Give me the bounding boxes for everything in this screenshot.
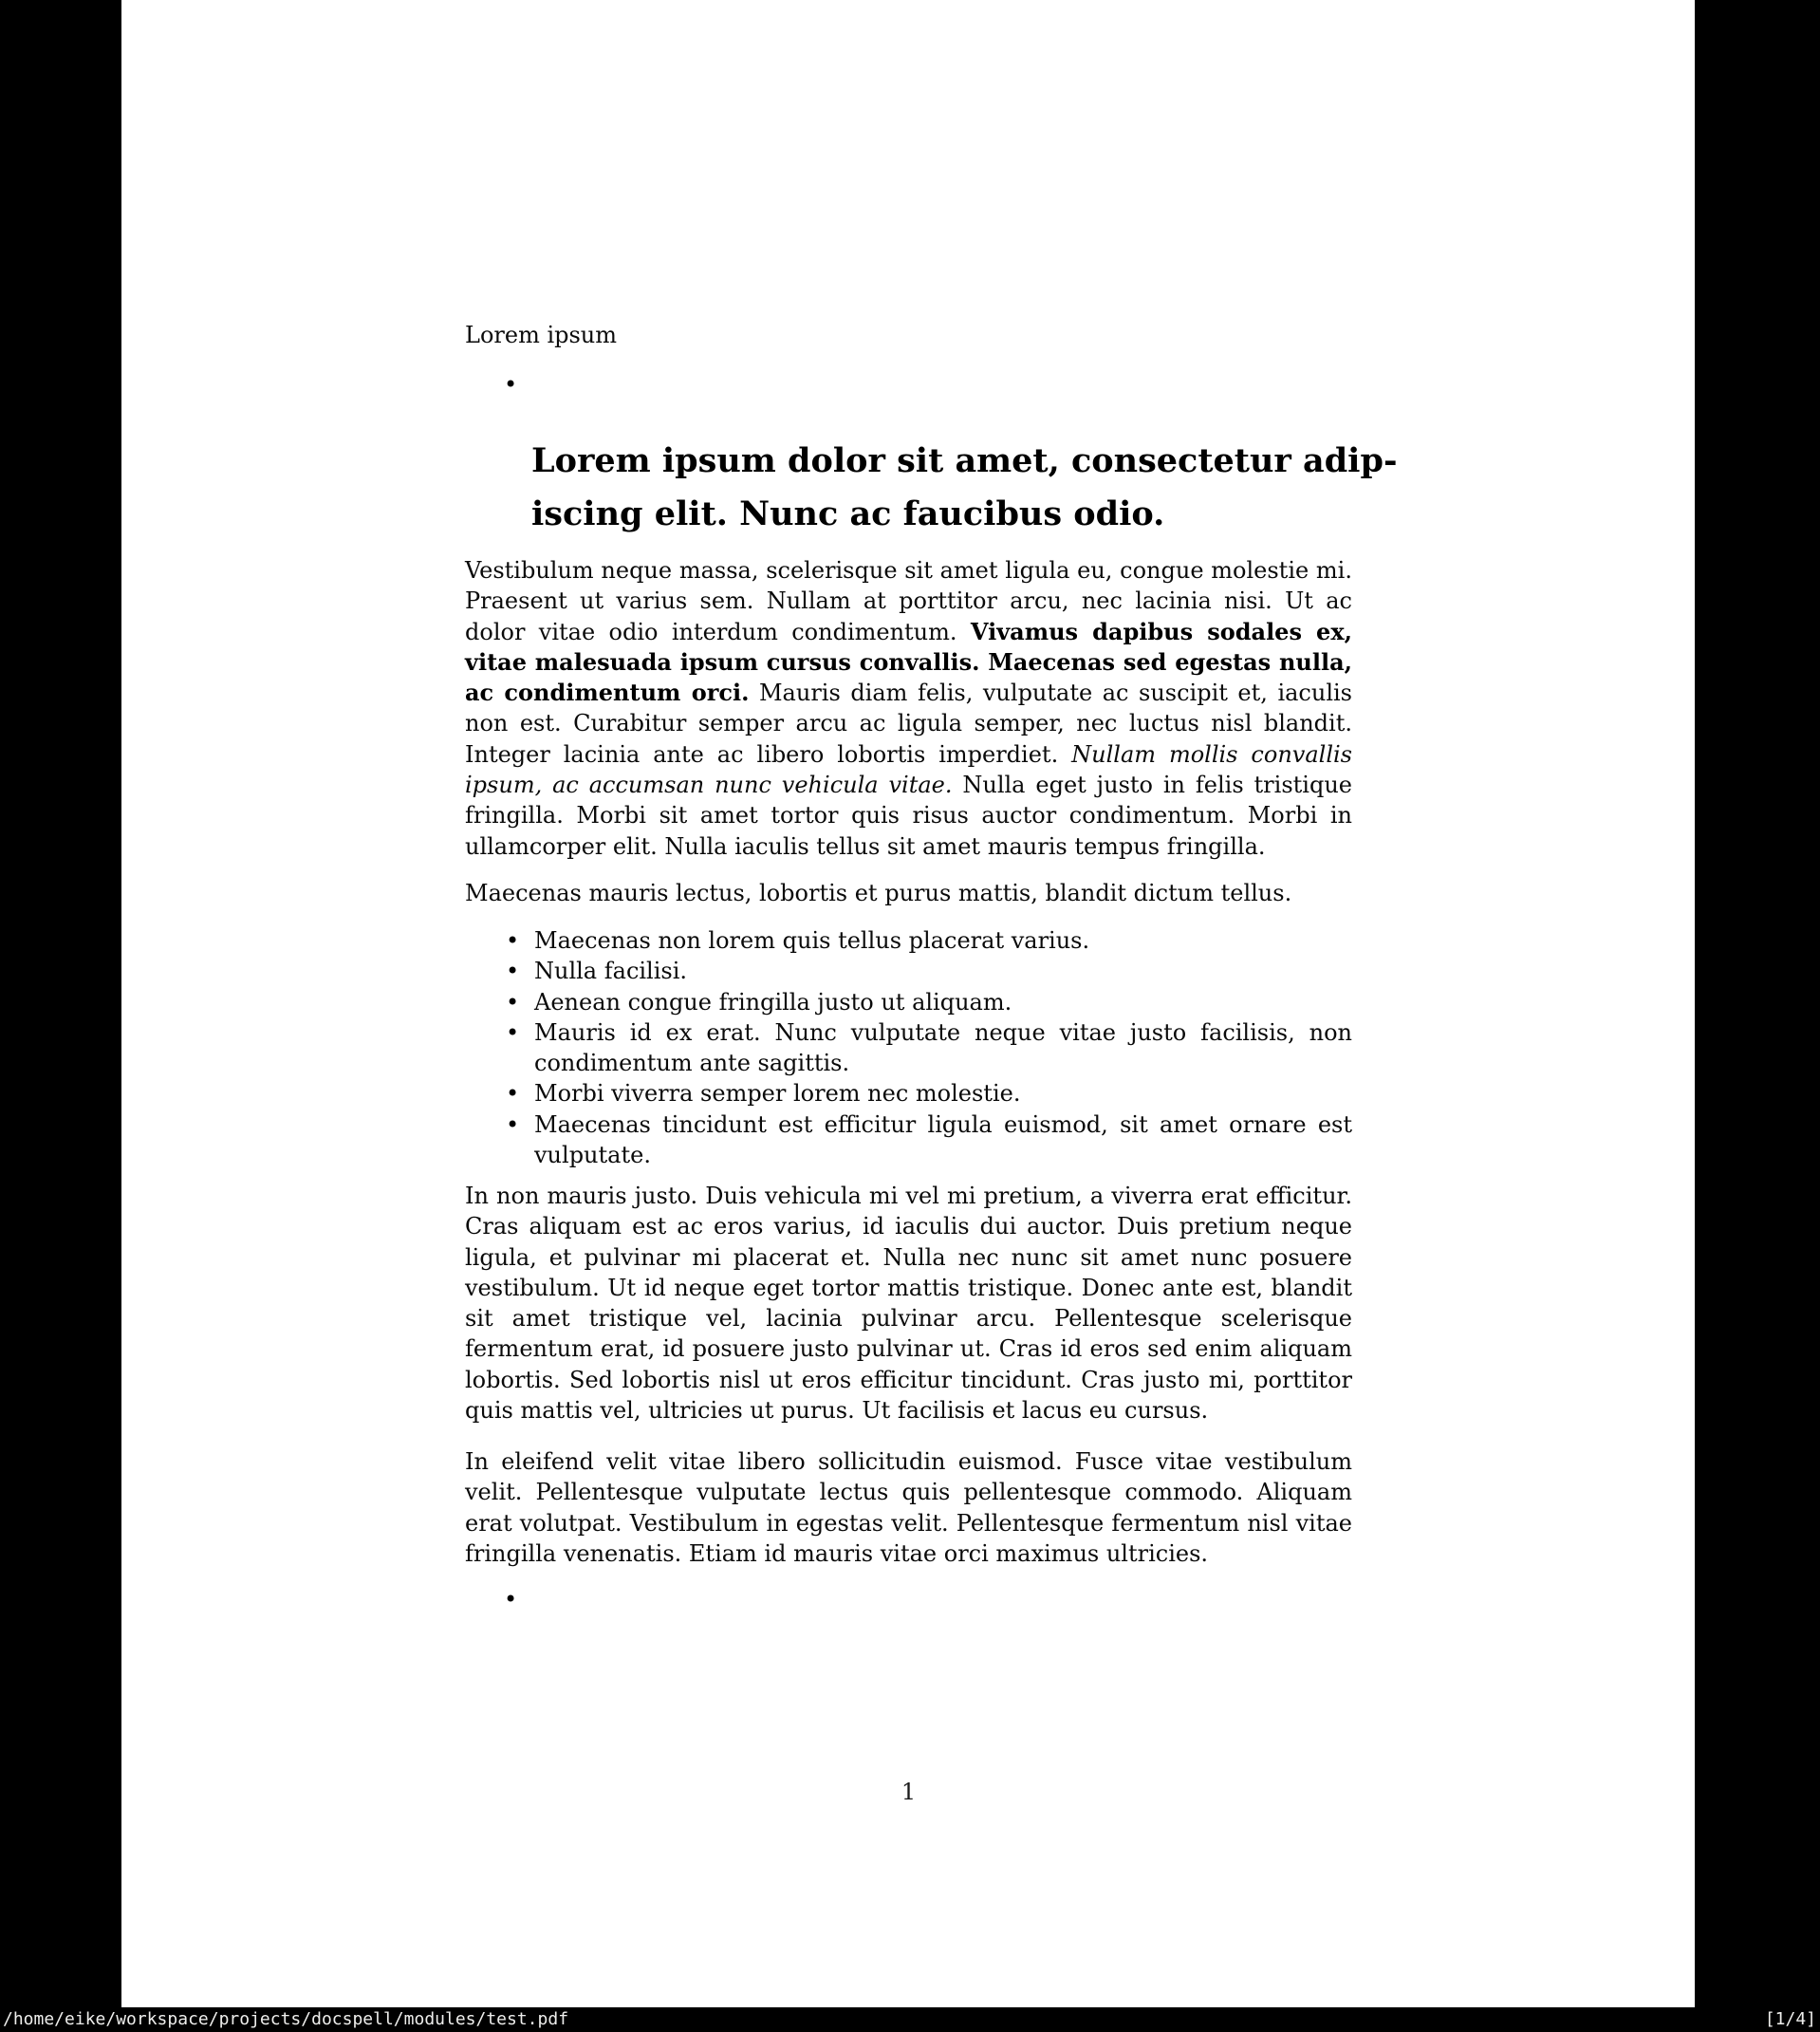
bullet-icon: •: [504, 371, 518, 398]
list-item-text: Maecenas non lorem quis tellus placerat varius.: [534, 927, 1090, 954]
section-heading-line2: iscing elit. Nunc ac faucibus odio.: [531, 494, 1165, 533]
list-item-text: Maecenas tincidunt est efficitur ligula euismod, sit amet ornare est vulputate.: [534, 1110, 1352, 1169]
list-item: [465, 1109, 1352, 1171]
list-item: [465, 925, 1352, 956]
paragraph-4: In eleifend velit vitae libero sollicitudin euismod. Fusce vitae vestibulum velit. Pellentesque vulputate lectus quis pellentesque commodo. Aliquam erat volutpat. Vestibulum in egestas velit. Pellentesque fermentum nisl vitae fringilla venenatis. Etiam id mauris vitae orci maximus ultricies.: [465, 1448, 1352, 1567]
pdf-page[interactable]: [121, 0, 1695, 2007]
list-item: [465, 1017, 1352, 1079]
bullet-icon: •: [506, 1080, 520, 1108]
list-item: [465, 956, 1352, 986]
paragraph-1: [465, 555, 1352, 862]
paragraph-1-run-normal-a: Vestibulum neque massa, scelerisque sit amet ligula eu, congue molestie mi. Praesent ut varius sem. Nullam at porttitor arcu, nec lacinia nisi. Ut ac dolor vitae odio interdum condimentum.: [465, 557, 1352, 645]
intro-text: Lorem ipsum: [465, 322, 618, 348]
list-item-text: Morbi viverra semper lorem nec molestie.: [534, 1080, 1021, 1108]
section-heading-line1: Lorem ipsum dolor sit amet, consectetur adip-: [531, 441, 1398, 480]
page-indicator: [1/4]: [1764, 2009, 1816, 2029]
bullet-icon: •: [506, 958, 520, 985]
bullet-icon: •: [506, 988, 520, 1016]
bullet-icon: •: [506, 1110, 520, 1138]
bullet-icon: •: [506, 927, 520, 954]
status-bar: [0, 2007, 1820, 2032]
list-item-text: Aenean congue fringilla justo ut aliquam.: [534, 988, 1012, 1016]
list-item-text: Mauris id ex erat. Nunc vulputate neque vitae justo facilisis, non condimentum ante sagittis.: [534, 1018, 1352, 1077]
paragraph-1-run-normal-c: Nulla eget justo in felis tristique fringilla. Morbi sit amet tortor quis risus auctor condimentum. Morbi in ullamcorper elit. Nulla iaculis tellus sit amet mauris tempus fringilla.: [465, 772, 1352, 860]
paragraph-3: In non mauris justo. Duis vehicula mi vel mi pretium, a viverra erat efficitur. Cras aliquam est ac eros varius, id iaculis dui auctor. Duis pretium neque ligula, et pulvinar mi placerat et. Nulla nec nunc sit amet nunc posuere vestibulum. Ut id neque eget tortor mattis tristique. Donec ante est, blandit sit amet tristique vel, lacinia pulvinar arcu. Pellentesque scelerisque fermentum erat, id posuere justo pulvinar ut. Cras id eros sed enim aliquam lobortis. Sed lobortis nisl ut eros efficitur tincidunt. Cras justo mi, porttitor quis mattis vel, ultricies ut purus. Ut facilisis et lacus eu cursus.: [465, 1183, 1352, 1425]
paragraph-1-run-bold: Vivamus dapibus sodales ex, vitae malesuada ipsum cursus convallis. Maecenas sed egestas nulla, ac condimentum orci.: [465, 617, 1352, 707]
bullet-icon: •: [504, 1586, 518, 1613]
bullet-icon: •: [506, 1018, 520, 1046]
list-item: [465, 987, 1352, 1017]
section-heading: [531, 435, 1398, 541]
paragraph-1-run-normal-b: Mauris diam felis, vulputate ac suscipit et, iaculis non est. Curabitur semper arcu ac ligula semper, nec luctus nisl blandit. Integer lacinia ante ac libero lobortis imperdiet.: [465, 680, 1352, 768]
file-path: /home/eike/workspace/projects/docspell/modules/test.pdf: [3, 2009, 569, 2029]
bullet-list: [465, 925, 1352, 1170]
list-item-text: Nulla facilisi.: [534, 958, 688, 985]
page-number: 1: [901, 1779, 917, 1805]
paragraph-1-run-italic: Nullam mollis convallis ipsum, ac accumsan nunc vehicula vitae.: [465, 740, 1352, 799]
paragraph-2: Maecenas mauris lectus, lobortis et purus mattis, blandit dictum tellus.: [465, 880, 1292, 906]
list-item: [465, 1078, 1352, 1109]
